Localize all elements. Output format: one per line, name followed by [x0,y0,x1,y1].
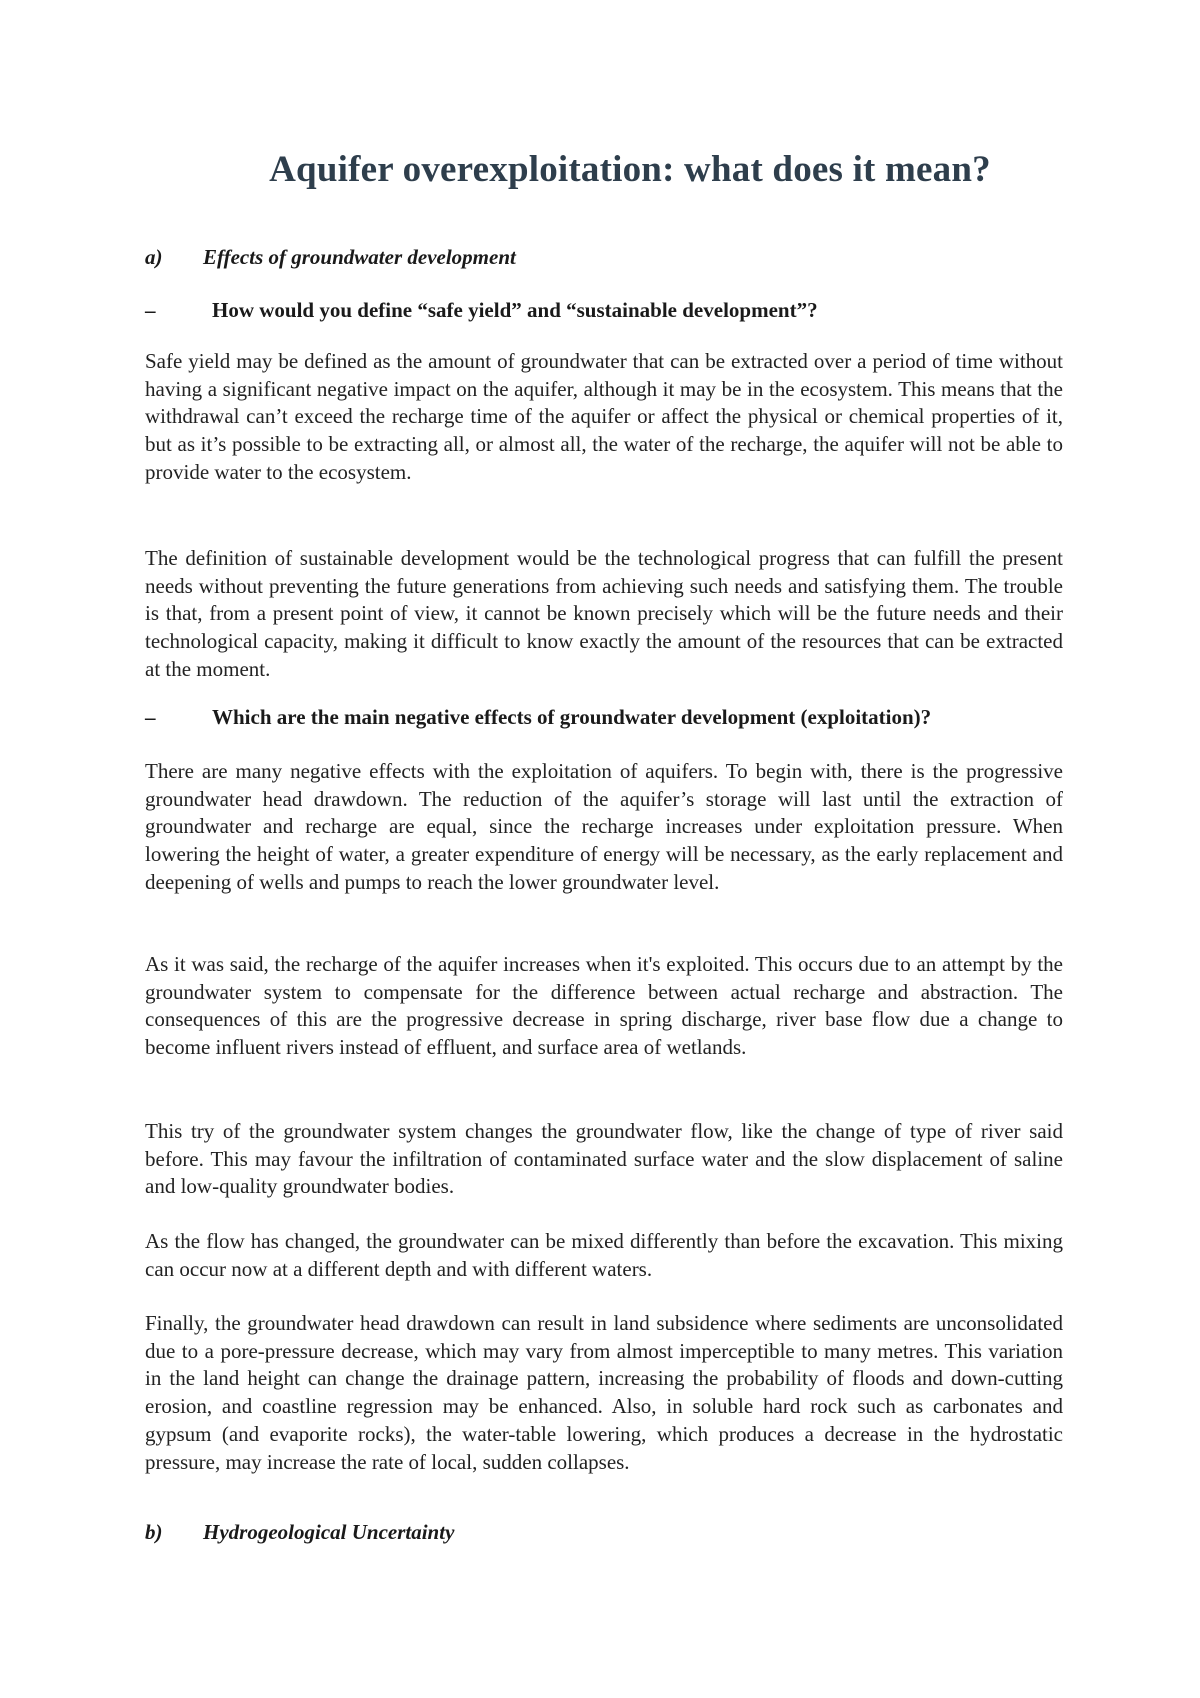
paragraph-negative-effects: There are many negative effects with the exploitation of aquifers. To begin with, there is the progressive groundwater head drawdown. The reduction of the aquifer’s storage will last until the extraction of groundwater and recharge are equal, since the recharge increases under exploitation pressure. When lowering the height of water, a greater expenditure of energy will be necessary, as the early replacement and deepening of wells and pumps to reach the lower groundwater level. [145,759,1063,894]
section-title-a: Effects of groundwater development [203,245,516,269]
question-2-text: Which are the main negative effects of groundwater development (exploitation)? [212,705,932,729]
section-title-b: Hydrogeological Uncertainty [203,1520,455,1544]
question-dash: – [145,298,156,322]
page-title: Aquifer overexploitation: what does it mean? [269,149,991,190]
paragraph-recharge: As it was said, the recharge of the aquifer increases when it's exploited. This occurs due to an attempt by the groundwater system to compensate for the difference between actual recharge and abstraction. The consequences of this are the progressive decrease in spring discharge, river base flow due a change to become influent rivers instead of effluent, and surface area of wetlands. [145,952,1063,1060]
section-heading-b [145,1520,454,1545]
section-marker-b: b) [145,1520,163,1544]
question-2 [145,705,1065,730]
question-1 [145,298,1065,323]
paragraph-mixing: As the flow has changed, the groundwater can be mixed differently than before the excavation. This mixing can occur now at a different depth and with different waters. [145,1229,1063,1281]
paragraph-flow-change: This try of the groundwater system changes the groundwater flow, like the change of type of river said before. This may favour the infiltration of contaminated surface water and the slow displacement of saline and low-quality groundwater bodies. [145,1119,1063,1199]
paragraph-subsidence: Finally, the groundwater head drawdown can result in land subsidence where sediments are unconsolidated due to a pore-pressure decrease, which may vary from almost imperceptible to many metres. This variation in the land height can change the drainage pattern, increasing the probability of floods and down-cutting erosion, and coastline regression may be enhanced. Also, in soluble hard rock such as carbonates and gypsum (and evaporite rocks), the water-table lowering, which produces a decrease in the hydrostatic pressure, may increase the rate of local, sudden collapses. [145,1311,1063,1474]
question-1-text: How would you define “safe yield” and “sustainable development”? [212,298,818,322]
section-heading-a [145,245,516,270]
section-marker-a: a) [145,245,163,269]
question-dash: – [145,705,156,729]
paragraph-sustainable-development: The definition of sustainable development would be the technological progress that can fulfill the present needs without preventing the future generations from achieving such needs and satisfying them. The trouble is that, from a present point of view, it cannot be known precisely which will be the future needs and their technological capacity, making it difficult to know exactly the amount of the resources that can be extracted at the moment. [145,546,1063,681]
paragraph-safe-yield: Safe yield may be defined as the amount of groundwater that can be extracted over a period of time without having a significant negative impact on the aquifer, although it may be in the ecosystem. This means that the withdrawal can’t exceed the recharge time of the aquifer or affect the physical or chemical properties of it, but as it’s possible to be extracting all, or almost all, the water of the recharge, the aquifer will not be able to provide water to the ecosystem. [145,349,1063,484]
